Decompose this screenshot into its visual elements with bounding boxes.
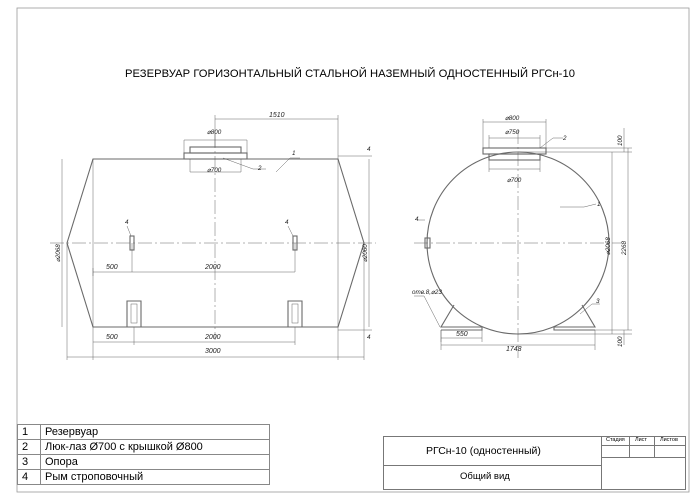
thickness-top-front: 4 bbox=[367, 146, 371, 153]
saddle-left bbox=[441, 305, 482, 330]
end-view bbox=[414, 119, 632, 358]
dim-end-overall-height: 2268 bbox=[621, 240, 628, 255]
part-name: Рым строповочный bbox=[41, 470, 270, 485]
parts-row bbox=[18, 470, 270, 485]
parts-row bbox=[18, 455, 270, 470]
part-number: 1 bbox=[18, 425, 41, 440]
parts-row bbox=[18, 425, 270, 440]
part-name: Люк-лаз Ø700 с крышкой Ø800 bbox=[41, 440, 270, 455]
title-block-model: РГСн-10 (одностенный) bbox=[426, 445, 541, 457]
part-number: 3 bbox=[18, 455, 41, 470]
title-block-stage: Стадия bbox=[606, 437, 625, 443]
dim-end-flange-dia: ⌀750 bbox=[505, 129, 520, 136]
callout-2-end: 2 bbox=[563, 135, 567, 142]
dim-manhole-cover-dia: ⌀800 bbox=[207, 129, 222, 136]
part-number: 4 bbox=[18, 470, 41, 485]
thickness-bottom-front: 4 bbox=[367, 334, 371, 341]
sheet-frame bbox=[17, 8, 689, 492]
part-number: 2 bbox=[18, 440, 41, 455]
callout-2-front: 2 bbox=[258, 165, 262, 172]
leader-1 bbox=[276, 158, 300, 172]
manhole-cover bbox=[184, 153, 247, 159]
dim-lug-offset: 500 bbox=[106, 264, 118, 271]
dim-manhole-opening-dia: ⌀700 bbox=[207, 167, 222, 174]
dim-saddle-spacing: 1748 bbox=[506, 346, 522, 353]
dim-support-spacing: 2000 bbox=[205, 334, 221, 341]
title-block-sheets: Листов bbox=[660, 437, 678, 443]
dim-shell-dia-right: ⌀2060 bbox=[362, 244, 369, 262]
part-name: Опора bbox=[41, 455, 270, 470]
dim-support-offset: 500 bbox=[106, 334, 118, 341]
dim-end-opening-dia: ⌀700 bbox=[507, 177, 522, 184]
saddle-right bbox=[554, 305, 595, 330]
dim-manhole-offset: 1510 bbox=[269, 112, 285, 119]
hole-note: отв.8,⌀23 bbox=[412, 289, 442, 296]
part-name: Резервуар bbox=[41, 425, 270, 440]
title-block bbox=[383, 436, 686, 490]
dim-overall-length: 3000 bbox=[205, 348, 221, 355]
title-block-sheet: Лист bbox=[635, 437, 647, 443]
front-view bbox=[50, 115, 376, 360]
callout-4-end: 4 bbox=[415, 216, 419, 223]
dim-saddle-width: 550 bbox=[456, 331, 468, 338]
title-block-view: Общий вид bbox=[460, 471, 510, 482]
dim-end-top-100: 100 bbox=[617, 135, 624, 146]
drawing-title: РЕЗЕРВУАР ГОРИЗОНТАЛЬНЫЙ СТАЛЬНОЙ НАЗЕМНЫЙ ОДНОСТЕННЫЙ РГСн-10 bbox=[124, 68, 576, 80]
callout-1-front: 1 bbox=[292, 150, 296, 157]
callout-4-front-right: 4 bbox=[285, 219, 289, 226]
callout-1-end: 1 bbox=[597, 201, 601, 208]
dim-end-shell-dia: ⌀2068 bbox=[605, 237, 612, 255]
dim-end-bottom-100: 100 bbox=[617, 336, 624, 347]
callout-3-end: 3 bbox=[596, 298, 600, 305]
dim-lug-spacing: 2000 bbox=[205, 264, 221, 271]
dim-shell-dia-left: ⌀2068 bbox=[55, 244, 62, 262]
callout-4-front-left: 4 bbox=[125, 219, 129, 226]
parts-row bbox=[18, 440, 270, 455]
parts-list bbox=[17, 424, 270, 485]
dim-end-cover-dia: ⌀800 bbox=[505, 115, 520, 122]
